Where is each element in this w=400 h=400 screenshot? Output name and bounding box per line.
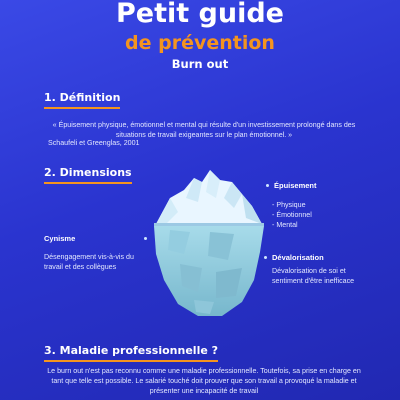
cynisme-description: Désengagement vis-à-vis du travail et des collègues	[44, 253, 134, 271]
section-dimensions-heading: 2. Dimensions	[44, 166, 132, 184]
definition-quote: « Épuisement physique, émotionnel et mental qui résulte d'un investissement prolongé dans des situations de travail exigeantes sur le plan émotionnel. »	[52, 121, 356, 139]
devalorisation-description: Dévalorisation de soi et sentiment d'être inefficace	[272, 267, 355, 285]
guide-tagline: Burn out	[171, 57, 229, 71]
devalorisation-label: Dévalorisation	[272, 253, 324, 262]
section-definition-heading: 1. Définition	[44, 91, 120, 109]
definition-source: Schaufeli et Greenglas, 2001	[48, 139, 140, 147]
epuisement-item: - Émotionnel	[272, 211, 312, 219]
epuisement-label: Épuisement	[274, 181, 317, 190]
cynisme-label: Cynisme	[44, 234, 76, 243]
maladie-text: Le burn out n'est pas reconnu comme une maladie professionnelle. Toutefois, sa prise en charge en tant que telle est possible. Le salarié touché doit prouver que son travail a provoqué la maladie et présenter une incapacité de travail	[47, 367, 361, 395]
epuisement-list	[272, 200, 312, 230]
guide-subtitle: de prévention	[125, 32, 275, 54]
epuisement-item: - Physique	[272, 201, 306, 209]
epuisement-item: - Mental	[272, 221, 298, 229]
iceberg-illustration	[150, 168, 266, 318]
guide-title: Petit guide	[115, 0, 284, 29]
section-maladie-heading: 3. Maladie professionnelle ?	[44, 344, 218, 362]
